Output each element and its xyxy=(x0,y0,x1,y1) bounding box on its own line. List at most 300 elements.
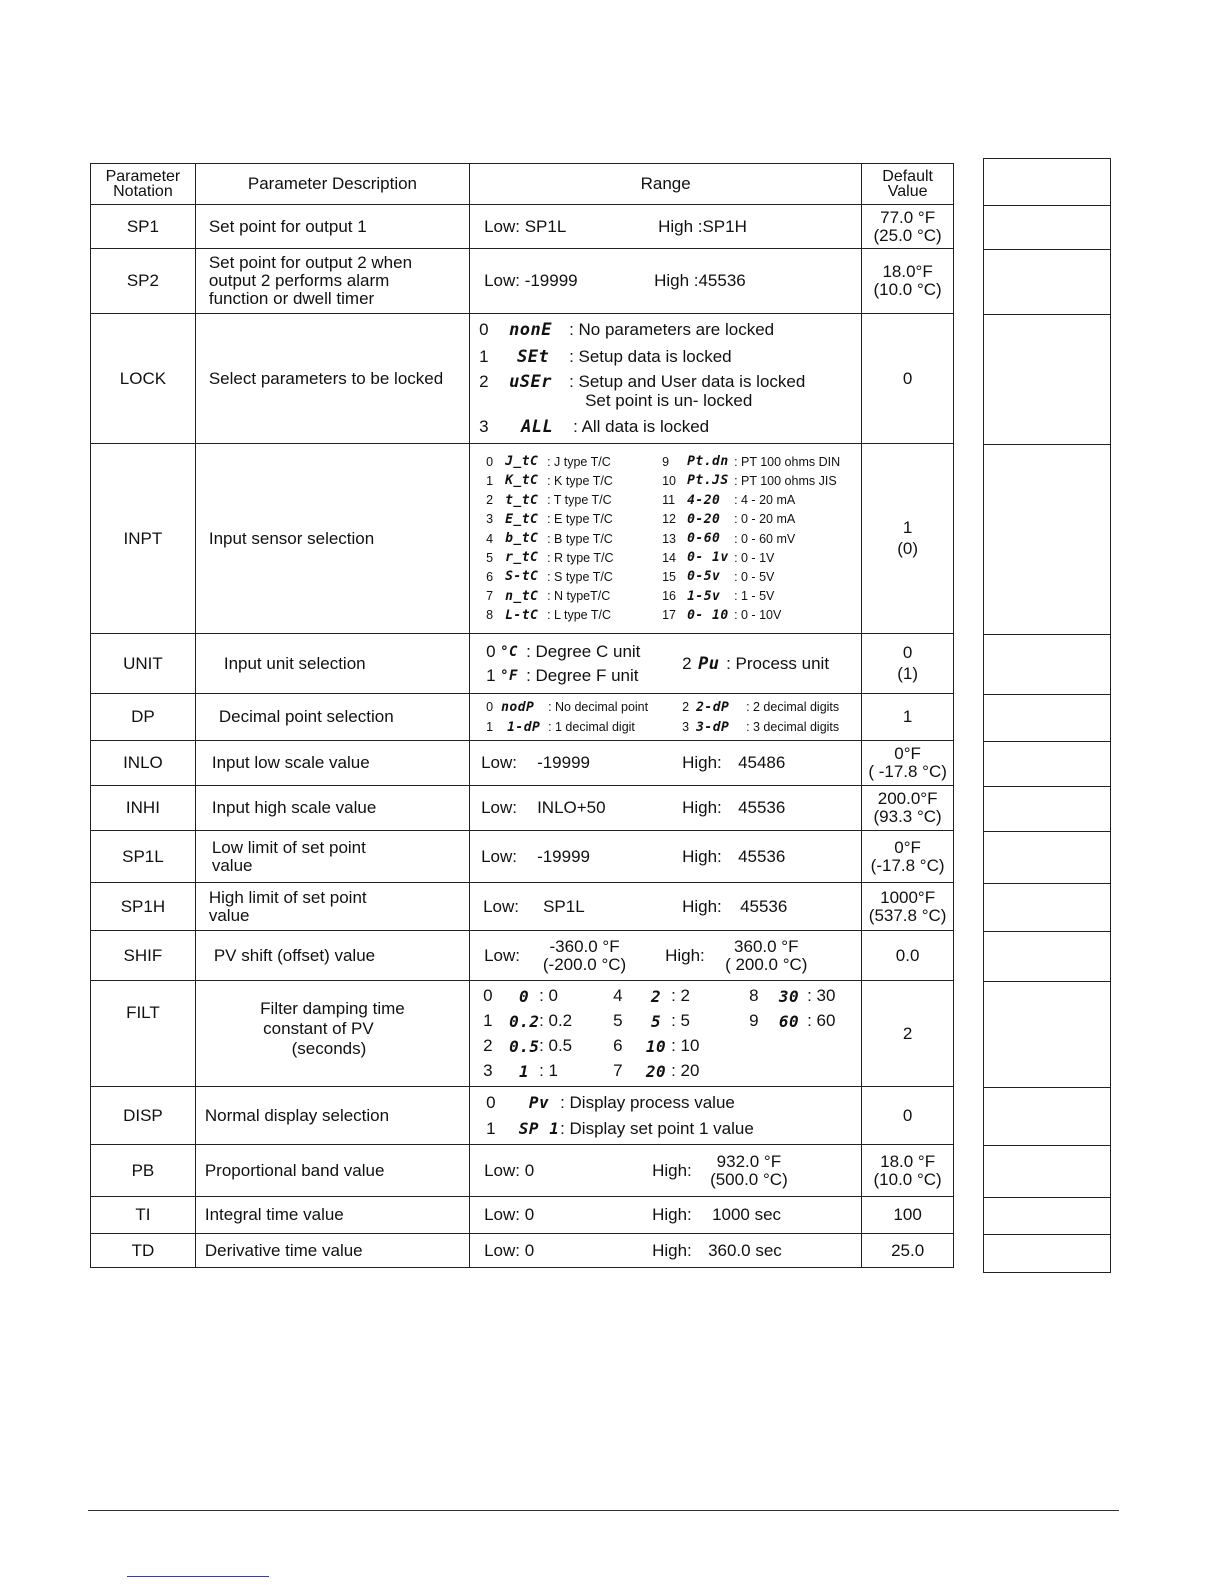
option-text: : 5 xyxy=(671,1011,690,1030)
range-cell xyxy=(470,831,862,883)
option-text: : 1 decimal digit xyxy=(548,720,635,734)
description-cell: Integral time value xyxy=(195,1197,469,1234)
inpt-option xyxy=(486,586,662,605)
range-cell xyxy=(470,205,862,249)
description-line: Low limit of set point xyxy=(211,837,366,857)
default-cell xyxy=(862,883,954,931)
notation-cell: SHIF xyxy=(91,931,196,981)
inpt-option xyxy=(662,548,857,567)
inpt-option xyxy=(662,471,857,490)
range-high-label: High: xyxy=(652,1205,692,1224)
default-line2: (10.0 °C) xyxy=(873,1169,942,1189)
table-row xyxy=(91,741,954,786)
default-line1: 77.0 °F xyxy=(880,207,936,227)
range-low-value: INLO+50 xyxy=(537,798,606,817)
notation-cell: INPT xyxy=(91,444,196,634)
segment-code: 0.2 xyxy=(509,1011,540,1031)
filt-option xyxy=(749,1009,835,1034)
table-row xyxy=(91,1197,954,1234)
option-number: 3 xyxy=(682,720,690,734)
default-cell xyxy=(862,741,954,786)
default-cell: 2 xyxy=(862,981,954,1087)
inpt-option xyxy=(486,548,662,567)
default-cell: 100 xyxy=(862,1197,954,1234)
range-high-label: High: xyxy=(665,945,705,965)
inpt-option xyxy=(662,510,857,529)
range-high-label: High: xyxy=(652,1160,692,1180)
segment-code: 1 xyxy=(518,1061,530,1081)
option-number: 3 xyxy=(483,1061,493,1080)
option-text: : 0 xyxy=(539,986,558,1005)
range-high: High :SP1H xyxy=(658,216,747,236)
segment-code: Pv xyxy=(528,1093,550,1112)
segment-code: 3-dP xyxy=(696,719,730,735)
segment-code: 60 xyxy=(778,1011,800,1031)
segment-code: K_tC xyxy=(505,473,539,489)
user-setting-column xyxy=(983,158,1111,1273)
dp-option xyxy=(682,717,839,737)
option-number: 0 xyxy=(479,320,489,339)
lock-option xyxy=(479,414,861,441)
default-line1: 1000°F xyxy=(880,887,936,907)
description-cell: Derivative time value xyxy=(195,1234,469,1268)
default-cell xyxy=(862,249,954,314)
segment-code: 30 xyxy=(778,986,800,1006)
default-line2: ( -17.8 °C) xyxy=(868,762,947,781)
default-cell xyxy=(862,786,954,831)
default-line1: 0 xyxy=(902,643,913,663)
notation-cell: UNIT xyxy=(91,634,196,694)
segment-code: L-tC xyxy=(505,607,539,623)
notation-cell: SP1H xyxy=(91,883,196,931)
option-number: 1 xyxy=(486,665,496,685)
table-row xyxy=(91,249,954,314)
option-number: 1 xyxy=(483,1011,493,1030)
segment-code: 0-20 xyxy=(687,511,721,527)
range-high-value: 45486 xyxy=(738,753,786,772)
default-line2: (-17.8 °C) xyxy=(870,855,945,875)
description-line: High limit of set point xyxy=(208,887,367,907)
option-text: : 10 xyxy=(671,1036,700,1055)
header-description: Parameter Description xyxy=(195,164,469,205)
segment-code: °C xyxy=(500,643,518,660)
option-text: : No parameters are locked xyxy=(569,320,775,339)
range-low: Low: SP1L xyxy=(484,216,567,236)
inpt-option xyxy=(662,567,857,586)
range-cell xyxy=(470,694,862,741)
range-low-line2: (-200.0 °C) xyxy=(542,954,627,974)
option-number: 12 xyxy=(662,512,676,527)
description-line: constant of PV xyxy=(263,1018,374,1038)
header-notation xyxy=(91,164,196,205)
inpt-option xyxy=(662,452,857,471)
unit-option xyxy=(486,664,682,688)
option-number: 0 xyxy=(486,641,496,661)
inpt-option xyxy=(486,452,662,471)
option-text: : Degree C unit xyxy=(526,641,641,661)
range-cell xyxy=(470,634,862,694)
range-high: High :45536 xyxy=(654,271,746,290)
option-text: : 0 - 1V xyxy=(734,550,775,565)
default-cell xyxy=(862,205,954,249)
inpt-option xyxy=(486,606,662,625)
default-line2: (10.0 °C) xyxy=(873,280,942,299)
description-cell xyxy=(195,831,469,883)
description-cell: PV shift (offset) value xyxy=(195,931,469,981)
user-setting-cell[interactable] xyxy=(984,635,1111,695)
description-cell xyxy=(195,883,469,931)
table-row xyxy=(91,444,954,634)
description-cell: Select parameters to be locked xyxy=(195,314,469,444)
option-text: : 0 - 5V xyxy=(734,569,775,584)
segment-code: E_tC xyxy=(505,511,539,527)
default-line1: 200.0°F xyxy=(877,789,938,809)
unit-option xyxy=(486,640,682,664)
default-line2: (0) xyxy=(897,539,918,558)
user-setting-cell[interactable] xyxy=(984,884,1111,932)
segment-code: 0 xyxy=(518,986,530,1006)
inpt-option xyxy=(486,567,662,586)
segment-code: 0- 1v xyxy=(687,550,729,566)
option-text: : 1 xyxy=(539,1061,558,1080)
range-low-label: Low: xyxy=(481,753,517,772)
filt-option xyxy=(749,984,835,1009)
option-text: : Display set point 1 value xyxy=(560,1118,754,1138)
option-number: 2 xyxy=(682,700,690,714)
option-text: : Degree F unit xyxy=(526,665,639,685)
inpt-option xyxy=(662,491,857,510)
option-number: 2 xyxy=(483,1036,493,1055)
user-setting-cell[interactable] xyxy=(984,695,1111,742)
option-number: 13 xyxy=(662,531,676,546)
option-text: : K type T/C xyxy=(547,473,613,488)
range-high-value: 45536 xyxy=(740,896,788,916)
range-high-value: 45536 xyxy=(738,798,786,817)
dp-option xyxy=(682,697,839,717)
option-text: : 30 xyxy=(807,986,836,1005)
segment-code: nodP xyxy=(501,699,535,715)
notation-cell: DP xyxy=(91,694,196,741)
option-number: 2 xyxy=(479,371,489,391)
option-text: : 1 - 5V xyxy=(734,589,775,604)
table-row xyxy=(91,694,954,741)
option-number: 7 xyxy=(486,589,494,604)
range-cell xyxy=(470,1234,862,1268)
range-low-value: -19999 xyxy=(537,753,590,772)
user-setting-cell[interactable] xyxy=(984,1146,1111,1198)
description-line: value xyxy=(208,905,250,925)
lock-option xyxy=(479,317,861,344)
option-text: : 20 xyxy=(671,1061,700,1080)
description-cell: Set point for output 1 xyxy=(195,205,469,249)
inpt-option xyxy=(662,529,857,548)
range-low-label: Low: xyxy=(484,945,520,965)
notation-cell: DISP xyxy=(91,1087,196,1145)
user-setting-cell[interactable] xyxy=(984,250,1111,315)
table-header-row xyxy=(91,164,954,205)
option-number: 2 xyxy=(486,493,494,508)
option-text: : Setup data is locked xyxy=(569,347,732,366)
range-cell xyxy=(470,981,862,1087)
table-row xyxy=(91,1145,954,1197)
user-setting-cell[interactable] xyxy=(984,982,1111,1088)
table-row xyxy=(91,634,954,694)
dp-option xyxy=(486,697,682,717)
notation-cell: TD xyxy=(91,1234,196,1268)
default-line1: 18.0 °F xyxy=(880,1151,936,1171)
range-cell xyxy=(470,314,862,444)
range-high-line1: 360.0 °F xyxy=(734,936,799,956)
option-text: : B type T/C xyxy=(547,531,613,546)
segment-code: r_tC xyxy=(505,550,539,566)
option-number: 0 xyxy=(486,700,494,714)
description-line: value xyxy=(211,855,253,875)
header-notation-line2: Notation xyxy=(113,183,173,200)
range-high-label: High: xyxy=(682,753,722,772)
option-number: 1 xyxy=(486,720,494,734)
description-line: function or dwell timer xyxy=(208,288,375,308)
notation-cell: PB xyxy=(91,1145,196,1197)
range-low: Low: 0 xyxy=(484,1240,535,1260)
segment-code: Pt.dn xyxy=(687,454,729,470)
option-number: 14 xyxy=(662,550,676,565)
default-cell xyxy=(862,831,954,883)
option-text: : 0 - 20 mA xyxy=(734,512,796,527)
range-low-value: -19999 xyxy=(537,846,590,866)
range-cell xyxy=(470,1197,862,1234)
segment-code: S-tC xyxy=(505,569,539,585)
range-low-label: Low: xyxy=(481,846,517,866)
option-text: : 0 - 10V xyxy=(734,608,782,623)
description-cell: Input sensor selection xyxy=(195,444,469,634)
description-cell: Input high scale value xyxy=(195,786,469,831)
segment-code: n_tC xyxy=(505,588,539,604)
segment-code: 0.5 xyxy=(509,1036,540,1056)
table-row xyxy=(91,205,954,249)
header-range: Range xyxy=(470,164,862,205)
option-number: 0 xyxy=(486,454,494,469)
default-cell: 0.0 xyxy=(862,931,954,981)
segment-code: t_tC xyxy=(505,492,539,508)
range-low-line1: -360.0 °F xyxy=(549,936,620,956)
segment-code: 2 xyxy=(650,986,662,1006)
default-cell xyxy=(862,444,954,634)
notation-cell: SP1 xyxy=(91,205,196,249)
filt-option xyxy=(613,984,749,1009)
option-number: 0 xyxy=(486,1092,496,1112)
description-cell: Normal display selection xyxy=(195,1087,469,1145)
option-text: : All data is locked xyxy=(573,417,710,436)
range-high-value: 45536 xyxy=(738,846,786,866)
option-number: 5 xyxy=(486,550,494,565)
option-text: : S type T/C xyxy=(547,569,613,584)
description-cell: Input unit selection xyxy=(195,634,469,694)
segment-code: 20 xyxy=(645,1061,667,1081)
default-cell: 25.0 xyxy=(862,1234,954,1268)
option-text: : Display process value xyxy=(560,1092,735,1112)
option-text: : L type T/C xyxy=(547,608,611,623)
segment-code: 0- 10 xyxy=(687,607,729,623)
option-number: 16 xyxy=(662,589,676,604)
table-row xyxy=(91,831,954,883)
notation-cell: TI xyxy=(91,1197,196,1234)
default-line1: 0°F xyxy=(894,837,921,857)
range-high-value: 360.0 sec xyxy=(708,1240,782,1260)
default-line1: 18.0°F xyxy=(882,262,933,282)
notation-cell: INLO xyxy=(91,741,196,786)
header-default-line1: Default xyxy=(882,167,933,185)
user-setting-cell[interactable] xyxy=(984,787,1111,832)
disp-option xyxy=(486,1090,861,1116)
header-notation-line1: Parameter xyxy=(105,167,181,185)
user-setting-cell[interactable] xyxy=(984,1235,1111,1273)
default-cell: 0 xyxy=(862,314,954,444)
option-number: 3 xyxy=(479,417,489,436)
segment-code: 1-dP xyxy=(507,719,541,735)
option-number: 0 xyxy=(483,986,493,1005)
inpt-option xyxy=(486,529,662,548)
user-setting-cell[interactable] xyxy=(984,1088,1111,1146)
user-setting-cell[interactable] xyxy=(984,742,1111,787)
option-number: 9 xyxy=(749,1011,759,1030)
option-number: 2 xyxy=(682,653,692,673)
default-line2: (25.0 °C) xyxy=(873,225,942,245)
option-text: : No decimal point xyxy=(548,700,649,714)
range-high-line2: (500.0 °C) xyxy=(710,1169,788,1189)
user-setting-cell[interactable] xyxy=(984,159,1111,206)
lock-option xyxy=(479,344,861,371)
inpt-right-column xyxy=(662,452,857,625)
default-cell xyxy=(862,634,954,694)
range-low: Low: 0 xyxy=(484,1205,535,1224)
header-default xyxy=(862,164,954,205)
option-text: : 0.5 xyxy=(539,1036,573,1055)
user-setting-cell[interactable] xyxy=(984,932,1111,982)
filt-option xyxy=(613,1009,749,1034)
default-line2: (537.8 °C) xyxy=(868,905,947,925)
filt-option xyxy=(483,1009,613,1034)
option-text: : 2 xyxy=(671,986,690,1005)
option-text: : PT 100 ohms DIN xyxy=(734,454,841,469)
segment-code: 4-20 xyxy=(687,492,721,508)
inpt-option xyxy=(486,471,662,490)
footer-divider xyxy=(88,1510,1119,1511)
range-cell xyxy=(470,786,862,831)
option-number: 8 xyxy=(749,986,759,1005)
segment-code: nonE xyxy=(509,320,553,340)
segment-code: Pu xyxy=(698,653,720,674)
range-low-label: Low: xyxy=(481,798,517,817)
segment-code: uSEr xyxy=(509,371,553,392)
default-cell: 0 xyxy=(862,1087,954,1145)
parameter-table xyxy=(90,163,954,1268)
option-text: : 2 decimal digits xyxy=(746,700,840,714)
disp-option xyxy=(486,1116,861,1142)
range-high-value: 1000 sec xyxy=(712,1205,782,1224)
option-text: : T type T/C xyxy=(547,493,612,508)
filt-option xyxy=(613,1059,749,1084)
table-row xyxy=(91,931,954,981)
notation-cell: INHI xyxy=(91,786,196,831)
filt-option xyxy=(613,1034,749,1059)
option-text: : Process unit xyxy=(726,653,830,673)
default-cell xyxy=(862,1145,954,1197)
range-cell xyxy=(470,1087,862,1145)
notation-cell: LOCK xyxy=(91,314,196,444)
inpt-option xyxy=(486,491,662,510)
header-default-line2: Value xyxy=(887,183,928,200)
option-number: 1 xyxy=(486,1118,496,1138)
option-number: 5 xyxy=(613,1011,623,1030)
filt-option xyxy=(483,1059,613,1084)
range-low-value: SP1L xyxy=(543,896,585,916)
option-text: : 0 - 60 mV xyxy=(734,531,796,546)
description-cell: Proportional band value xyxy=(195,1145,469,1197)
segment-code: 5 xyxy=(650,1011,662,1031)
option-text: : 60 xyxy=(807,1011,836,1030)
option-number: 6 xyxy=(486,569,494,584)
segment-code: 10 xyxy=(645,1036,667,1056)
option-text: : 3 decimal digits xyxy=(746,720,840,734)
default-cell: 1 xyxy=(862,694,954,741)
user-setting-cell[interactable] xyxy=(984,1198,1111,1235)
table-row xyxy=(91,786,954,831)
table-row xyxy=(91,981,954,1087)
range-cell xyxy=(470,444,862,634)
segment-code: 1-5v xyxy=(687,588,721,604)
option-number: 7 xyxy=(613,1061,623,1080)
segment-code: 2-dP xyxy=(696,699,730,715)
inpt-option xyxy=(662,586,857,605)
unit-option xyxy=(682,654,829,674)
segment-code: 0-5v xyxy=(687,569,721,585)
inpt-option xyxy=(662,606,857,625)
user-setting-cell[interactable] xyxy=(984,445,1111,635)
table-row xyxy=(91,1234,954,1268)
user-setting-cell[interactable] xyxy=(984,315,1111,445)
option-text: : PT 100 ohms JIS xyxy=(734,473,837,488)
notation-cell: FILT xyxy=(91,981,196,1087)
range-low-label: Low: xyxy=(483,896,519,916)
description-line: (seconds) xyxy=(291,1038,367,1058)
option-number: 10 xyxy=(662,473,676,488)
range-low: Low: -19999 xyxy=(484,271,578,290)
user-setting-cell[interactable] xyxy=(984,832,1111,884)
segment-code: J_tC xyxy=(505,454,539,470)
range-cell xyxy=(470,1145,862,1197)
description-line: Filter damping time xyxy=(260,999,405,1018)
footer-link-underline xyxy=(127,1576,269,1577)
option-text: : E type T/C xyxy=(547,512,613,527)
range-cell xyxy=(470,883,862,931)
range-high-label: High: xyxy=(682,846,722,866)
segment-code: SEt xyxy=(517,347,550,367)
option-number: 1 xyxy=(479,347,489,366)
default-line1: 0°F xyxy=(894,744,921,764)
table-row xyxy=(91,314,954,444)
notation-cell: SP2 xyxy=(91,249,196,314)
range-cell xyxy=(470,741,862,786)
notation-cell: SP1L xyxy=(91,831,196,883)
segment-code: °F xyxy=(500,667,518,684)
option-number: 8 xyxy=(486,608,494,623)
user-setting-cell[interactable] xyxy=(984,206,1111,250)
option-text: : R type T/C xyxy=(547,550,614,565)
default-line1: 1 xyxy=(902,518,913,538)
description-cell xyxy=(195,981,469,1087)
range-cell xyxy=(470,931,862,981)
option-text-line2: Set point is un- locked xyxy=(585,390,753,410)
